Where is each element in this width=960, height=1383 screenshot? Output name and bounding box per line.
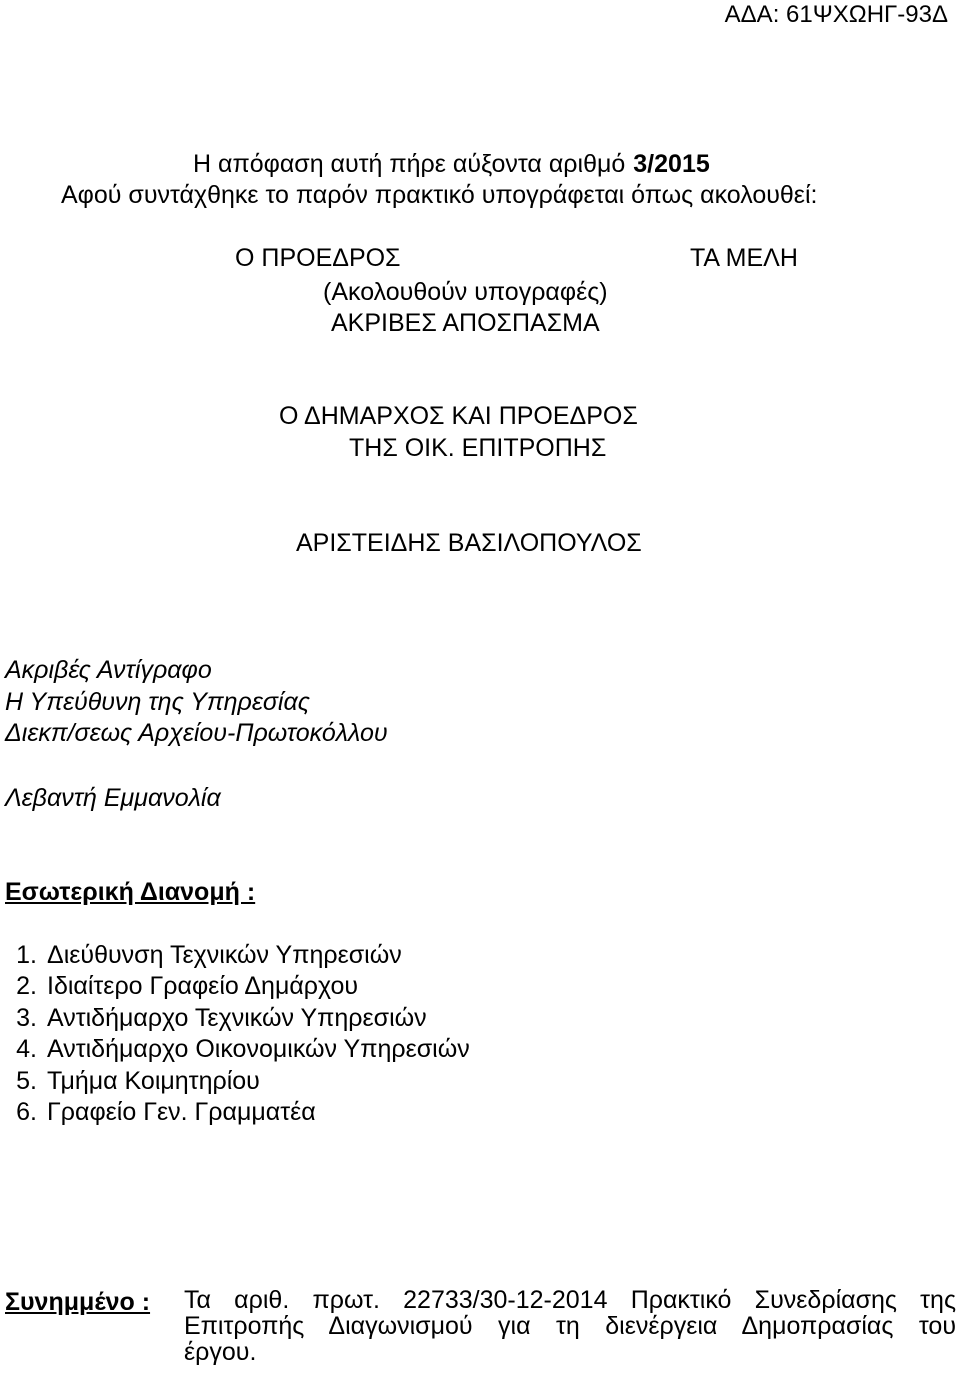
- distribution-item-label: Αντιδήμαρχο Οικονομικών Υπηρεσιών: [47, 1035, 470, 1063]
- distribution-item: [5, 1100, 316, 1125]
- distribution-item-label: Τμήμα Κοιμητηρίου: [47, 1067, 260, 1095]
- distribution-item: [5, 1006, 427, 1031]
- distribution-item-number: 4.: [16, 1035, 37, 1063]
- attachment-description: [184, 1286, 956, 1368]
- distribution-title: Εσωτερική Διανομή :: [5, 878, 256, 906]
- distribution-item-label: Διεύθυνση Τεχνικών Υπηρεσιών: [47, 941, 402, 969]
- distribution-item-number: 1.: [16, 941, 37, 969]
- distribution-item: [5, 943, 402, 968]
- president-label: Ο ΠΡΟΕΔΡΟΣ: [235, 244, 401, 272]
- members-label: ΤΑ ΜΕΛΗ: [690, 244, 798, 272]
- certified-copy-line1: Ακριβές Αντίγραφο: [5, 656, 212, 684]
- exact-copy-label: ΑΚΡΙΒΕΣ ΑΠΟΣΠΑΣΜΑ: [331, 309, 600, 337]
- distribution-item-label: Αντιδήμαρχο Τεχνικών Υπηρεσιών: [47, 1004, 427, 1032]
- attachment-line3: έργου.: [184, 1338, 257, 1366]
- certified-official-name: Λεβαντή Εμμανολία: [5, 784, 221, 812]
- distribution-item: [5, 974, 358, 999]
- decision-text: Η απόφαση αυτή πήρε αύξοντα αριθμό: [193, 150, 626, 178]
- certified-copy-line3: Διεκπ/σεως Αρχείου-Πρωτοκόλλου: [5, 719, 388, 747]
- decision-number: 3/2015: [633, 150, 710, 178]
- attachment-label: Συνημμένο :: [5, 1288, 151, 1316]
- signatures-follow: (Ακολουθούν υπογραφές): [323, 278, 608, 306]
- distribution-item-number: 2.: [16, 972, 37, 1000]
- mayor-name: ΑΡΙΣΤΕΙΔΗΣ ΒΑΣΙΛΟΠΟΥΛΟΣ: [296, 529, 642, 557]
- mayor-title-line2: ΤΗΣ ΟΙΚ. ΕΠΙΤΡΟΠΗΣ: [349, 434, 607, 462]
- ada-code: ΑΔΑ: 61ΨΧΩΗΓ-93Δ: [724, 1, 948, 28]
- distribution-item: [5, 1037, 470, 1062]
- decision-statement: [193, 152, 710, 177]
- attachment-line1: Τα αριθ. πρωτ. 22733/30-12-2014 Πρακτικό Συνεδρίασης της: [184, 1286, 956, 1314]
- distribution-item-label: Ιδιαίτερο Γραφείο Δημάρχου: [47, 972, 359, 1000]
- certified-copy-line2: Η Υπεύθυνη της Υπηρεσίας: [5, 688, 310, 716]
- distribution-item: [5, 1069, 260, 1094]
- attachment-line2: Επιτροπής Διαγωνισμού για τη διενέργεια Δημοπρασίας του: [184, 1312, 956, 1340]
- distribution-item-number: 5.: [16, 1067, 37, 1095]
- mayor-title-line1: Ο ΔΗΜΑΡΧΟΣ ΚΑΙ ΠΡΟΕΔΡΟΣ: [279, 402, 638, 430]
- distribution-item-number: 3.: [16, 1004, 37, 1032]
- distribution-item-label: Γραφείο Γεν. Γραμματέα: [47, 1098, 316, 1126]
- distribution-item-number: 6.: [16, 1098, 37, 1126]
- signed-statement: Αφού συντάχθηκε το παρόν πρακτικό υπογράφεται όπως ακολουθεί:: [61, 181, 818, 209]
